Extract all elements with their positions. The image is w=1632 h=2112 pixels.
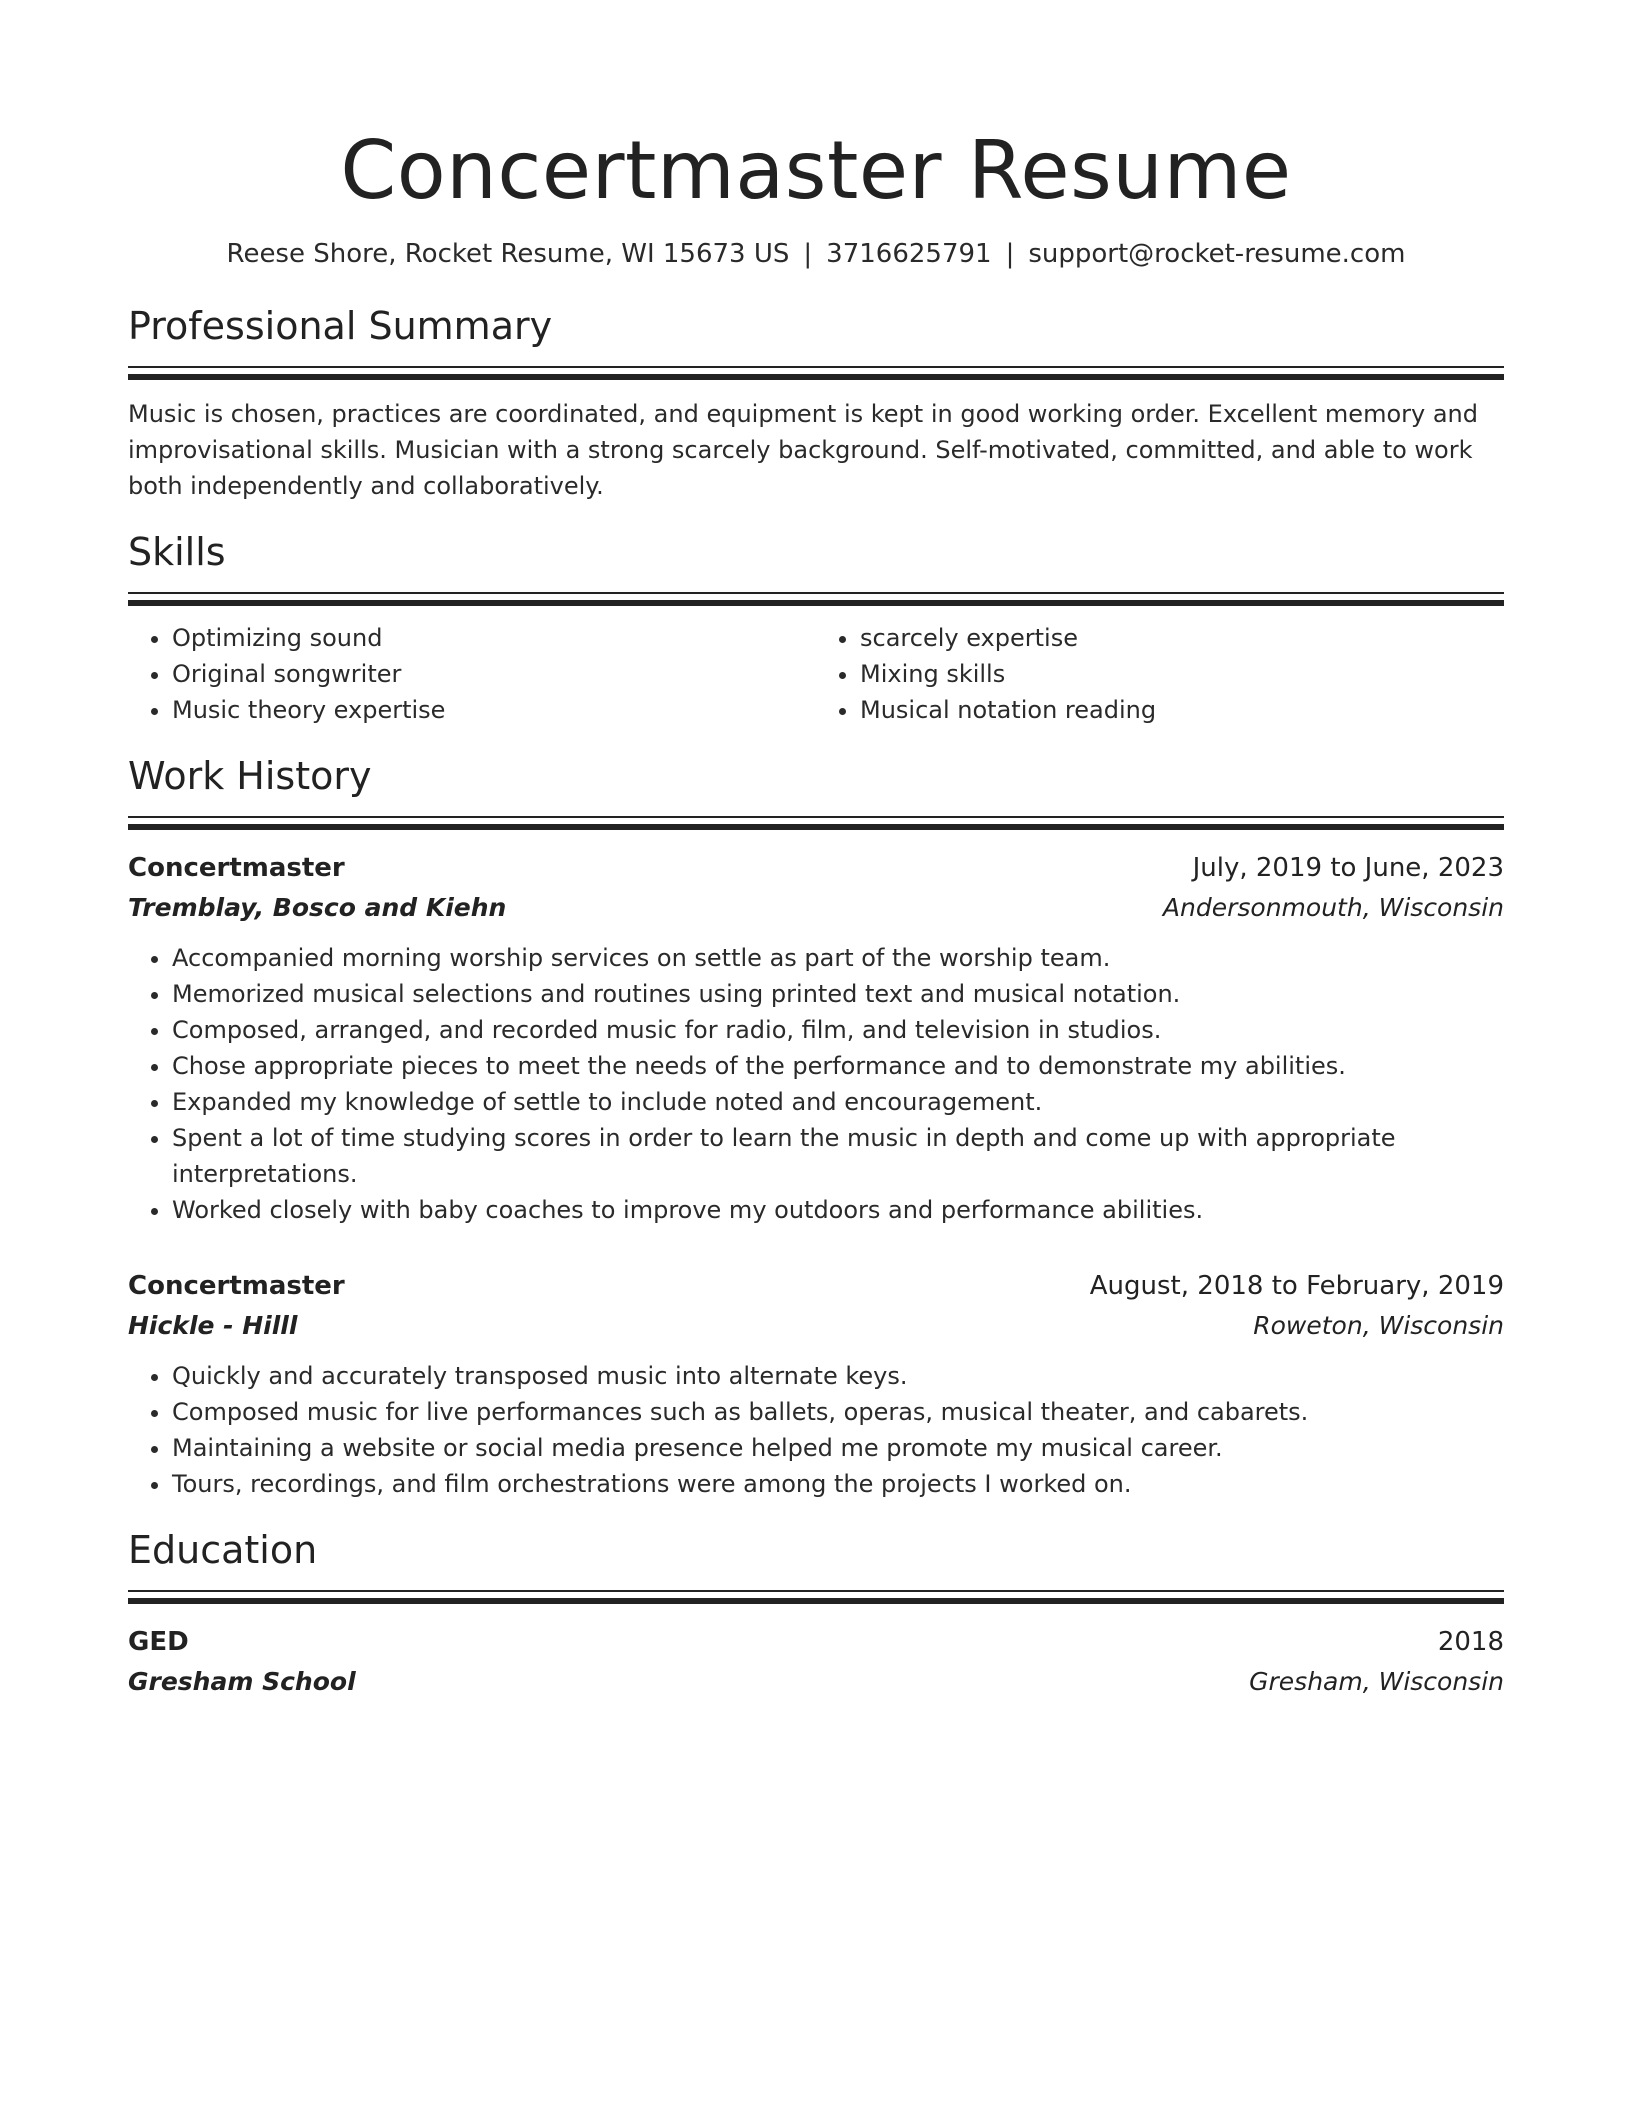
resume-title: Concertmaster Resume [340, 124, 1292, 217]
skill-item: • scarcely expertise [860, 620, 1504, 656]
section-divider-thick [128, 824, 1504, 830]
work-history-section [128, 750, 1504, 1502]
education-location: Gresham, Wisconsin [1249, 1667, 1504, 1696]
summary-section [128, 300, 1504, 504]
job-bullet: • Composed music for live performances such as ballets, operas, musical theater, and cabarets. [172, 1394, 1504, 1430]
job-bullet: • Spent a lot of time studying scores in order to learn the music in depth and come up with appropriate interpretations. [172, 1120, 1504, 1192]
job-bullet: • Expanded my knowledge of settle to include noted and encouragement. [172, 1084, 1504, 1120]
job-bullet: • Maintaining a website or social media presence helped me promote my musical career. [172, 1430, 1504, 1466]
education-entry [128, 1622, 1504, 1702]
job-employer-row [128, 888, 1504, 928]
job-dates: July, 2019 to June, 2023 [1192, 853, 1504, 883]
job-company: Tremblay, Bosco and Kiehn [128, 893, 507, 922]
education-header-row [128, 1622, 1504, 1662]
contact-phone: 3716625791 [826, 239, 992, 269]
job-title: Concertmaster [128, 853, 345, 883]
job-bullets [128, 940, 1504, 1228]
skills-section [128, 526, 1504, 728]
job-bullet: • Chose appropriate pieces to meet the needs of the performance and to demonstrate my abilities. [172, 1048, 1504, 1084]
job-header-row [128, 848, 1504, 888]
job-employer-row [128, 1306, 1504, 1346]
section-divider-thick [128, 600, 1504, 606]
contact-address: Reese Shore, Rocket Resume, WI 15673 US [226, 239, 790, 269]
section-heading-education: Education [128, 1528, 318, 1572]
job-bullets [128, 1358, 1504, 1502]
section-divider-thin [128, 1590, 1504, 1592]
resume-page [128, 0, 1504, 1702]
education-degree: GED [128, 1627, 189, 1657]
section-heading-summary: Professional Summary [128, 304, 553, 348]
job-bullet: • Worked closely with baby coaches to improve my outdoors and performance abilities. [172, 1192, 1504, 1228]
contact-separator: | [803, 239, 813, 269]
job-entry [128, 848, 1504, 1228]
section-divider-thin [128, 592, 1504, 594]
skill-item: • Musical notation reading [860, 692, 1504, 728]
job-bullet: • Accompanied morning worship services on settle as part of the worship team. [172, 940, 1504, 976]
section-divider-thin [128, 816, 1504, 818]
job-location: Andersonmouth, Wisconsin [1162, 893, 1504, 922]
education-school: Gresham School [128, 1667, 356, 1696]
section-heading-skills: Skills [128, 530, 226, 574]
section-divider-thick [128, 374, 1504, 380]
skills-list-left [128, 620, 816, 728]
education-school-row [128, 1662, 1504, 1702]
job-dates: August, 2018 to February, 2019 [1089, 1271, 1504, 1301]
job-bullet: • Memorized musical selections and routines using printed text and musical notation. [172, 976, 1504, 1012]
job-title: Concertmaster [128, 1271, 345, 1301]
skill-item: • Mixing skills [860, 656, 1504, 692]
section-heading-work-history: Work History [128, 754, 372, 798]
job-bullet: • Quickly and accurately transposed music into alternate keys. [172, 1358, 1504, 1394]
education-year: 2018 [1437, 1627, 1504, 1657]
skill-item: • Original songwriter [172, 656, 816, 692]
job-location: Roweton, Wisconsin [1253, 1311, 1504, 1340]
section-divider-thin [128, 366, 1504, 368]
education-section [128, 1524, 1504, 1702]
skills-list-right [816, 620, 1504, 728]
contact-separator: | [1005, 239, 1015, 269]
summary-text: Music is chosen, practices are coordinated, and equipment is kept in good working order. Excellent memory and improvisational skills. Musician with a strong scarcely background. Self-motivated, committed, and able to work both independently and collaboratively. [128, 400, 1478, 500]
section-divider-thick [128, 1598, 1504, 1604]
job-bullet: • Tours, recordings, and film orchestrations were among the projects I worked on. [172, 1466, 1504, 1502]
skill-item: • Optimizing sound [172, 620, 816, 656]
job-header-row [128, 1266, 1504, 1306]
job-entry [128, 1266, 1504, 1502]
skills-grid [128, 620, 1504, 728]
skill-item: • Music theory expertise [172, 692, 816, 728]
job-company: Hickle - Hilll [128, 1311, 298, 1340]
contact-line [128, 236, 1504, 272]
contact-email: support@rocket-resume.com [1028, 239, 1406, 269]
job-bullet: • Composed, arranged, and recorded music for radio, film, and television in studios. [172, 1012, 1504, 1048]
